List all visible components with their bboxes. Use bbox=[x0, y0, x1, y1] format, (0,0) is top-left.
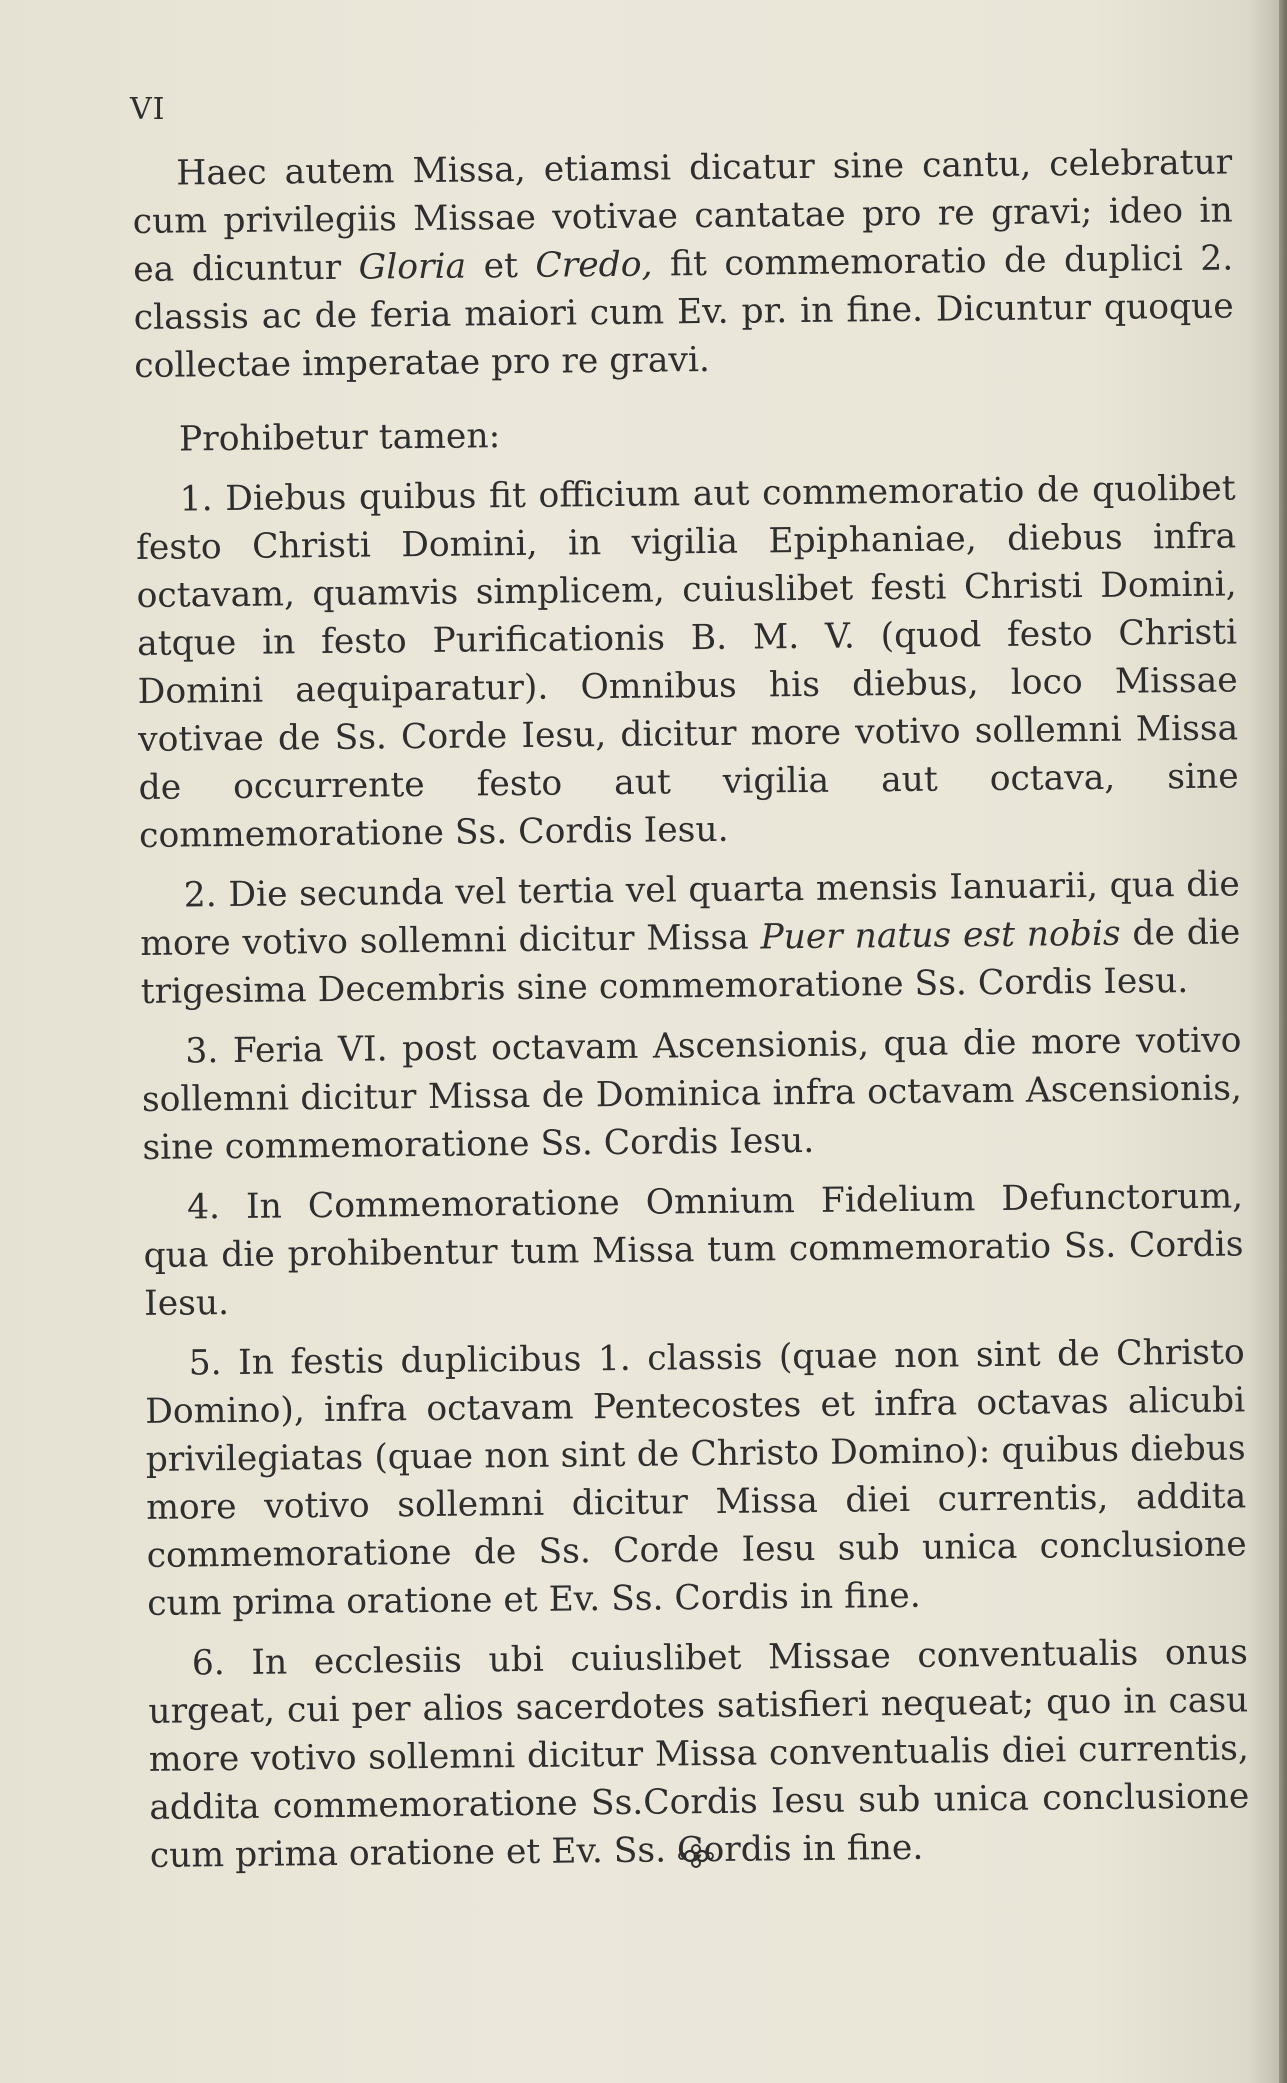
list-item-2: 2. Die secunda vel tertia vel quarta mensis Ianuarii, qua die more votivo sollemni dicitur Missa Puer natus est nobis de die trigesima Decembris sine commemoratione Ss. Cordis Iesu. bbox=[140, 864, 1241, 1012]
credo-term: Credo, bbox=[535, 244, 653, 286]
text-block bbox=[132, 138, 1250, 1879]
intro-paragraph: Haec autem Missa, etiamsi dicatur sine cantu, celebratur cum privilegiis Missae votivae cantatae pro re gravi; ideo in ea dicuntur Gloria et Credo, fit commemoratio de duplici 2. classis ac de feria maiori cum Ev. pr. in fine. Dicuntur quoque collectae imperatae pro re gravi. bbox=[132, 142, 1234, 386]
prohibetur-heading: Prohibetur tamen: bbox=[178, 416, 501, 460]
page-number: VI bbox=[130, 92, 166, 127]
ornament-icon bbox=[676, 1842, 716, 1878]
list-item-5: 5. In festis duplicibus 1. classis (quae non sint de Christo Domino), infra octavam Pentecostes et infra octavas alicubi privilegiatas (quae non sint de Christo Domino): quibus diebus more votivo sollemni dicitur Missa diei currentis, addita commemoratione de Ss. Corde Iesu sub unica conclusione cum prima oratione et Ev. Ss. Cordis in fine. bbox=[145, 1332, 1247, 1624]
list-item-3: 3. Feria VI. post octavam Ascensionis, qua die more votivo sollemni dicitur Missa de Dominica infra octavam Ascensionis, sine commemoratione Ss. Cordis Iesu. bbox=[141, 1020, 1243, 1168]
puer-natus-title: Puer natus est nobis bbox=[760, 913, 1121, 958]
page-edge bbox=[1279, 0, 1287, 2083]
list-item-1: 1. Diebus quibus fit officium aut commemoratio de quolibet festo Christi Domini, in vigilia Epiphaniae, diebus infra octavam, quamvis simplicem, cuiuslibet festi Christi Domini, atque in festo Purificationis B. M. V. (quod festo Christi Domini aequiparatur). Omnibus his diebus, loco Missae votivae de Ss. Corde Iesu, dicitur more votivo sollemni Missa de occurrente festo aut vigilia aut octava, sine commemoratione Ss. Cordis Iesu. bbox=[135, 468, 1239, 856]
list-item-4: 4. In Commemoratione Omnium Fidelium Defunctorum, qua die prohibentur tum Missa tum commemoratio Ss. Cordis Iesu. bbox=[143, 1176, 1244, 1324]
list-item-6: 6. In ecclesiis ubi cuiuslibet Missae conventualis onus urgeat, cui per alios sacerdotes satisfieri nequeat; quo in casu more votivo sollemni dicitur Missa conventualis diei currentis, addita commemoratione Ss.Cordis Iesu sub unica conclusione cum prima oratione et Ev. Ss. Cordis in fine. bbox=[148, 1632, 1250, 1876]
ornament-glyph bbox=[676, 1842, 716, 1870]
gloria-term: Gloria bbox=[358, 246, 467, 288]
